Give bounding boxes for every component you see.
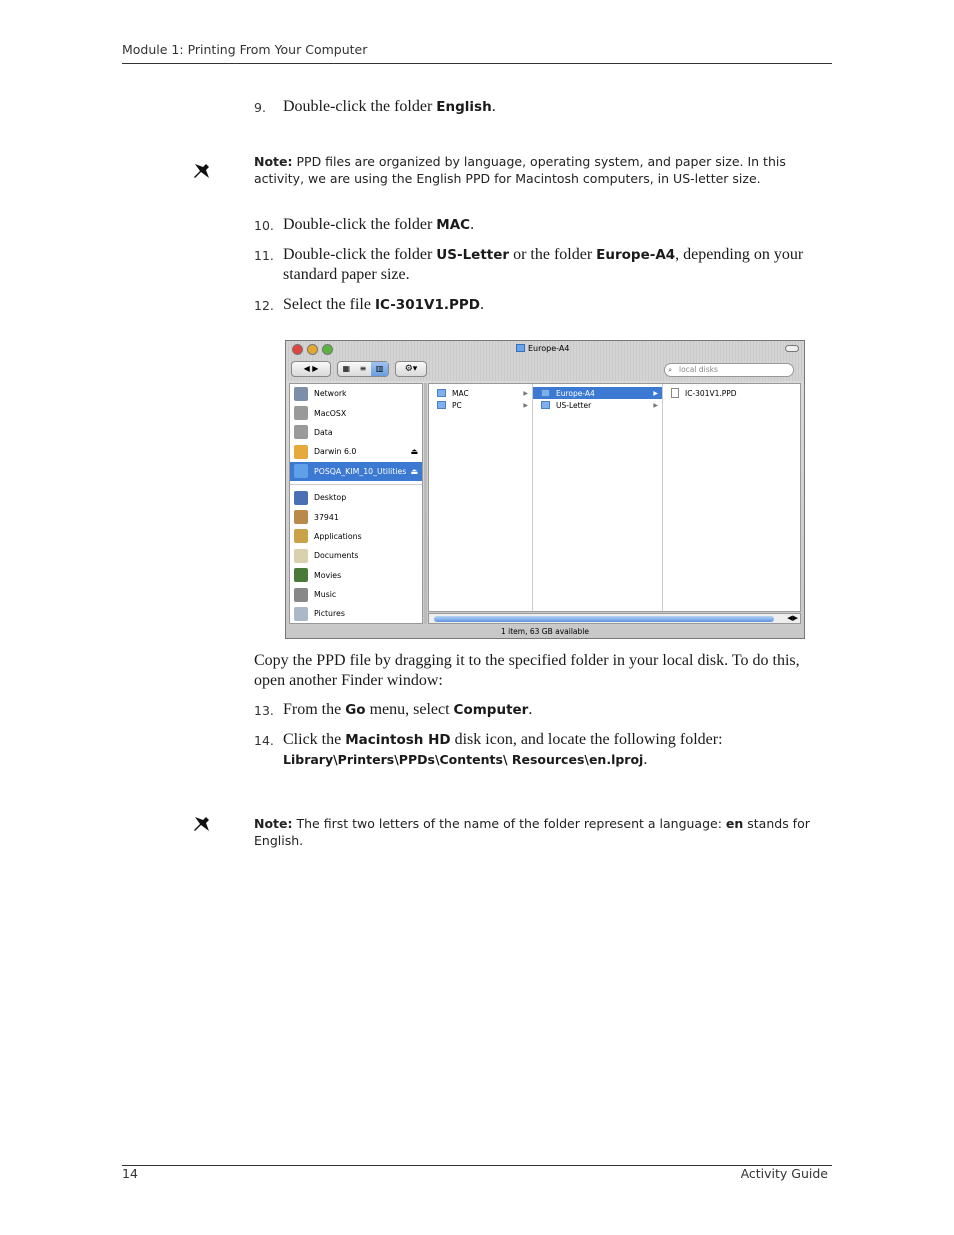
step-10	[254, 215, 834, 235]
search-placeholder: local disks	[679, 365, 718, 374]
browser-column-1	[429, 384, 533, 611]
step-number: 13.	[254, 703, 274, 718]
header-rule	[122, 63, 832, 64]
file-name: IC-301V1.PPD	[374, 297, 480, 313]
finder-window-screenshot	[285, 340, 805, 639]
instruction-paragraph: Copy the PPD file by dragging it to the specified folder in your local disk. To do this, open another Finder window:	[254, 652, 800, 689]
action-gear-button[interactable]: ⚙▾	[395, 361, 427, 377]
sidebar-item-darwin-6-0[interactable]	[290, 442, 422, 461]
step-11	[254, 245, 834, 285]
disclosure-arrow-icon: ▶	[653, 401, 658, 409]
folder-item[interactable]	[533, 387, 662, 399]
sidebar-item-label: 37941	[314, 512, 339, 522]
sidebar-resize-handle[interactable]	[424, 383, 427, 624]
note-1	[254, 153, 834, 187]
sidebar-item-label: Movies	[314, 570, 342, 580]
column-browser	[428, 383, 801, 612]
eject-icon[interactable]: ⏏	[410, 447, 418, 457]
sidebar-item-label: Documents	[314, 551, 359, 561]
cd-icon	[294, 445, 308, 459]
disclosure-arrow-icon: ▶	[523, 401, 528, 409]
sidebar-item-label: MacOSX	[314, 408, 347, 418]
step-text-end: .	[528, 701, 533, 718]
note-text: The first two letters of the name of the folder represent a language:	[292, 816, 726, 831]
sidebar-item-label: POSQA_KIM_10_Utilities	[314, 466, 407, 476]
step-13	[254, 700, 834, 720]
sidebar-item-pictures[interactable]	[290, 604, 422, 623]
pushpin-icon	[191, 160, 213, 182]
folder-path: Library\Printers\PPDs\Contents\ Resources\en.lproj	[283, 752, 644, 767]
hard-disk-icon	[294, 425, 308, 439]
step-9	[254, 97, 834, 117]
step-text-end: .	[491, 98, 496, 115]
disclosure-arrow-icon: ▶	[653, 389, 658, 397]
step-text-mid: or the folder	[509, 246, 597, 263]
folder-icon	[541, 401, 550, 409]
step-text: From the	[283, 701, 346, 718]
applications-icon	[294, 529, 308, 543]
search-icon: ⌕	[668, 365, 673, 374]
window-title	[516, 344, 569, 353]
file-item[interactable]	[663, 387, 800, 399]
item-label: PC	[452, 400, 462, 410]
step-number: 12.	[254, 298, 274, 313]
sidebar-item-label: Data	[314, 427, 333, 437]
step-text: Double-click the folder	[283, 216, 437, 233]
desktop-icon	[294, 491, 308, 505]
pictures-icon	[294, 607, 308, 621]
list-view-icon[interactable]: ≡	[359, 364, 367, 373]
item-label: Europe-A4	[556, 388, 595, 398]
step-number: 9.	[254, 100, 266, 115]
folder-item[interactable]	[533, 399, 662, 411]
note-label: Note:	[254, 816, 293, 831]
footer-rule	[122, 1165, 832, 1166]
hard-disk-icon	[294, 406, 308, 420]
step-14	[254, 730, 834, 770]
folder-icon	[516, 344, 525, 352]
step-number: 14.	[254, 733, 274, 748]
note-2	[254, 815, 854, 849]
note-text: PPD files are organized by language, operating system, and paper size. In this activity, we are using the English PPD for Macintosh computers, in US-letter size.	[254, 154, 786, 186]
minimize-button[interactable]	[307, 344, 318, 355]
movies-icon	[294, 568, 308, 582]
folder-name: Europe-A4	[596, 247, 676, 263]
folder-item[interactable]	[429, 399, 532, 411]
folder-name: English	[436, 99, 492, 115]
documents-icon	[294, 549, 308, 563]
step-text: Click the	[283, 731, 346, 748]
sidebar-item-label: Music	[314, 590, 337, 600]
eject-icon[interactable]: ⏏	[410, 466, 418, 476]
sidebar-item-label: Pictures	[314, 609, 345, 619]
language-code: en	[725, 816, 744, 831]
folder-name: MAC	[436, 217, 471, 233]
sidebar-devices	[290, 384, 422, 481]
icon-view-icon[interactable]: ▦	[342, 364, 351, 373]
sidebar-item-label: Network	[314, 389, 347, 399]
folder-item[interactable]	[429, 387, 532, 399]
step-text-end: , depending on your standard paper size.	[283, 246, 804, 283]
sidebar-item-music[interactable]	[290, 585, 422, 604]
step-text-mid: menu, select	[365, 701, 454, 718]
menu-name: Go	[345, 702, 366, 718]
sidebar-separator	[290, 481, 422, 485]
note-label: Note:	[254, 154, 293, 169]
footer-title: Activity Guide	[740, 1166, 828, 1181]
zoom-button[interactable]	[322, 344, 333, 355]
pushpin-icon	[191, 813, 213, 835]
step-text-end: .	[470, 216, 475, 233]
step-12	[254, 295, 834, 315]
window-controls	[292, 344, 333, 355]
step-text-end: .	[479, 296, 484, 313]
page-number: 14	[122, 1166, 138, 1181]
running-header: Module 1: Printing From Your Computer	[122, 42, 368, 57]
sidebar-item-movies[interactable]	[290, 566, 422, 585]
network-volume-icon	[294, 464, 308, 478]
item-label: MAC	[452, 388, 469, 398]
folder-name: US-Letter	[436, 247, 510, 263]
disk-name: Macintosh HD	[345, 732, 451, 748]
step-text-mid: disk icon, and locate the following folder:	[450, 731, 723, 748]
step-text-end: .	[643, 751, 648, 768]
back-forward-button[interactable]: ◀ ▶	[291, 361, 331, 377]
column-view-icon[interactable]: ▥	[371, 362, 388, 376]
sidebar-item-data[interactable]	[290, 423, 422, 442]
network-icon	[294, 387, 308, 401]
browser-column-3	[663, 384, 800, 611]
folder-icon	[541, 389, 550, 397]
window-title-text: Europe-A4	[528, 344, 570, 353]
sidebar-item-label: Desktop	[314, 493, 347, 503]
finder-sidebar	[289, 383, 423, 624]
scroll-arrows[interactable]: ◀▶	[787, 614, 798, 622]
browser-column-2	[533, 384, 663, 611]
sidebar-item-desktop[interactable]	[290, 488, 422, 507]
sidebar-item-posqa-kim-10-utilities[interactable]	[290, 462, 422, 481]
sidebar-item-applications[interactable]	[290, 527, 422, 546]
sidebar-item-network[interactable]	[290, 384, 422, 403]
scrollbar-thumb[interactable]	[434, 616, 774, 622]
status-bar: 1 item, 63 GB available	[501, 627, 589, 636]
menu-item-name: Computer	[453, 702, 529, 718]
horizontal-scrollbar[interactable]	[428, 613, 801, 624]
step-number: 10.	[254, 218, 274, 233]
document-icon	[671, 388, 679, 398]
disclosure-arrow-icon: ▶	[523, 389, 528, 397]
step-text: Double-click the folder	[283, 246, 437, 263]
item-label: US-Letter	[556, 400, 592, 410]
step-text: Select the file	[283, 296, 375, 313]
step-text: Double-click the folder	[283, 98, 437, 115]
sidebar-places	[290, 488, 422, 624]
sidebar-item-macosx[interactable]	[290, 403, 422, 422]
sidebar-item-documents[interactable]	[290, 546, 422, 565]
music-icon	[294, 588, 308, 602]
search-field[interactable]	[664, 363, 794, 377]
note-text-end: stands for English.	[254, 816, 810, 848]
sidebar-item-label: Darwin 6.0	[314, 447, 357, 457]
step-number: 11.	[254, 248, 274, 263]
sidebar-item-label: Applications	[314, 531, 362, 541]
folder-icon	[437, 401, 446, 409]
sidebar-item-37941[interactable]	[290, 507, 422, 526]
close-button[interactable]	[292, 344, 303, 355]
item-label: IC-301V1.PPD	[685, 388, 737, 398]
view-mode-buttons[interactable]	[337, 361, 389, 377]
folder-icon	[437, 389, 446, 397]
home-icon	[294, 510, 308, 524]
toolbar-toggle-button[interactable]	[785, 345, 799, 352]
